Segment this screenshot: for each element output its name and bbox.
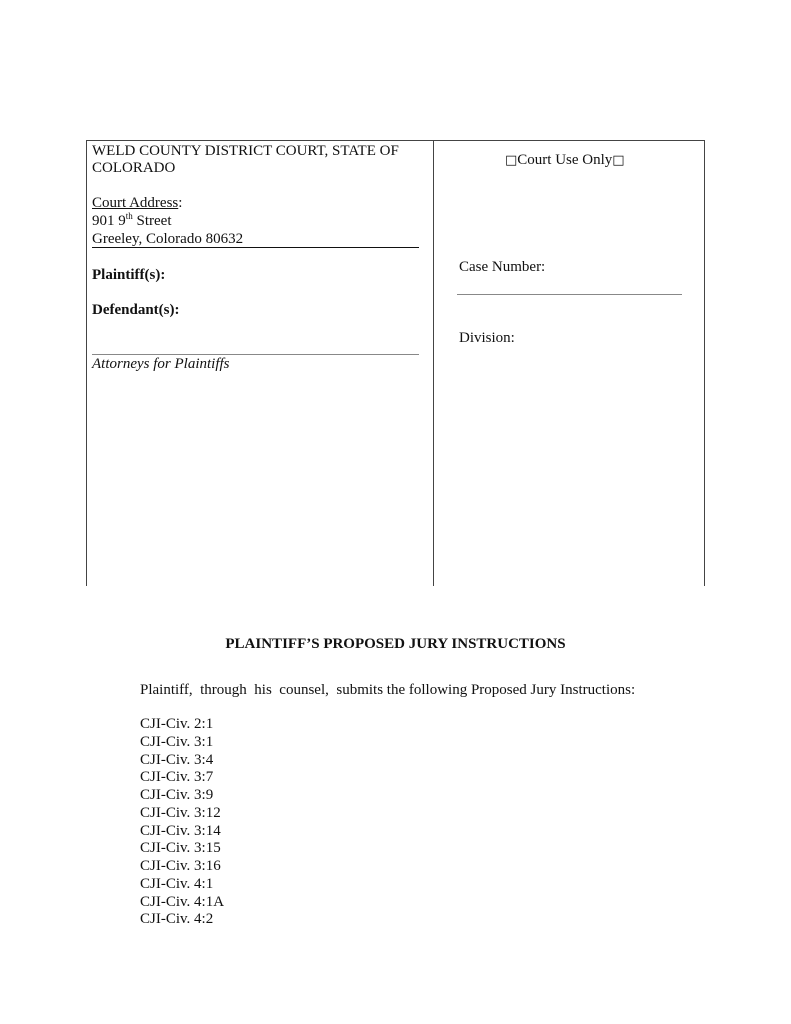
court-use-only-text: Court Use Only — [517, 152, 613, 168]
defendant-label: Defendant(s): — [92, 302, 180, 318]
caption-right-border — [704, 140, 705, 586]
division-label: Division: — [459, 330, 515, 346]
court-name-line1: WELD COUNTY DISTRICT COURT, STATE OF — [92, 143, 399, 159]
court-address-label — [92, 195, 182, 212]
list-item: CJI-Civ. 3:7 — [140, 769, 214, 785]
court-address-label-text: Court Address — [92, 195, 179, 211]
list-item: CJI-Civ. 3:15 — [140, 840, 221, 856]
caption-middle-divider — [433, 140, 434, 586]
court-name-line2: COLORADO — [92, 160, 176, 176]
court-address-colon: : — [178, 195, 183, 211]
attorneys-divider — [92, 354, 419, 355]
street-prefix: 901 9 — [92, 213, 126, 229]
court-use-only — [505, 152, 625, 169]
case-number-line — [457, 294, 682, 295]
list-item: CJI-Civ. 3:4 — [140, 752, 214, 768]
street-ordinal-suffix: th — [125, 211, 133, 221]
list-item: CJI-Civ. 3:14 — [140, 823, 221, 839]
street-suffix: Street — [132, 213, 172, 229]
document-title: PLAINTIFF’S PROPOSED JURY INSTRUCTIONS — [225, 636, 566, 652]
caption-top-border — [86, 140, 705, 141]
list-item: CJI-Civ. 2:1 — [140, 716, 214, 732]
attorneys-label: Attorneys for Plaintiffs — [92, 356, 230, 372]
list-item: CJI-Civ. 3:9 — [140, 787, 214, 803]
caption-left-border — [86, 140, 87, 586]
list-item: CJI-Civ. 3:1 — [140, 734, 214, 750]
list-item: CJI-Civ. 4:1 — [140, 876, 214, 892]
address-underline — [92, 247, 419, 248]
checkbox-left-icon: □ — [505, 153, 518, 168]
intro-paragraph: Plaintiff, through his counsel, submits the following Proposed Jury Instructions: — [140, 682, 636, 698]
city-line: Greeley, Colorado 80632 — [92, 231, 244, 247]
list-item: CJI-Civ. 3:12 — [140, 805, 221, 821]
case-number-label: Case Number: — [459, 259, 546, 275]
list-item: CJI-Civ. 3:16 — [140, 858, 221, 874]
checkbox-right-icon: □ — [612, 153, 625, 168]
list-item: CJI-Civ. 4:2 — [140, 911, 214, 927]
plaintiff-label: Plaintiff(s): — [92, 267, 166, 283]
list-item: CJI-Civ. 4:1A — [140, 894, 225, 910]
street-address — [92, 213, 172, 230]
